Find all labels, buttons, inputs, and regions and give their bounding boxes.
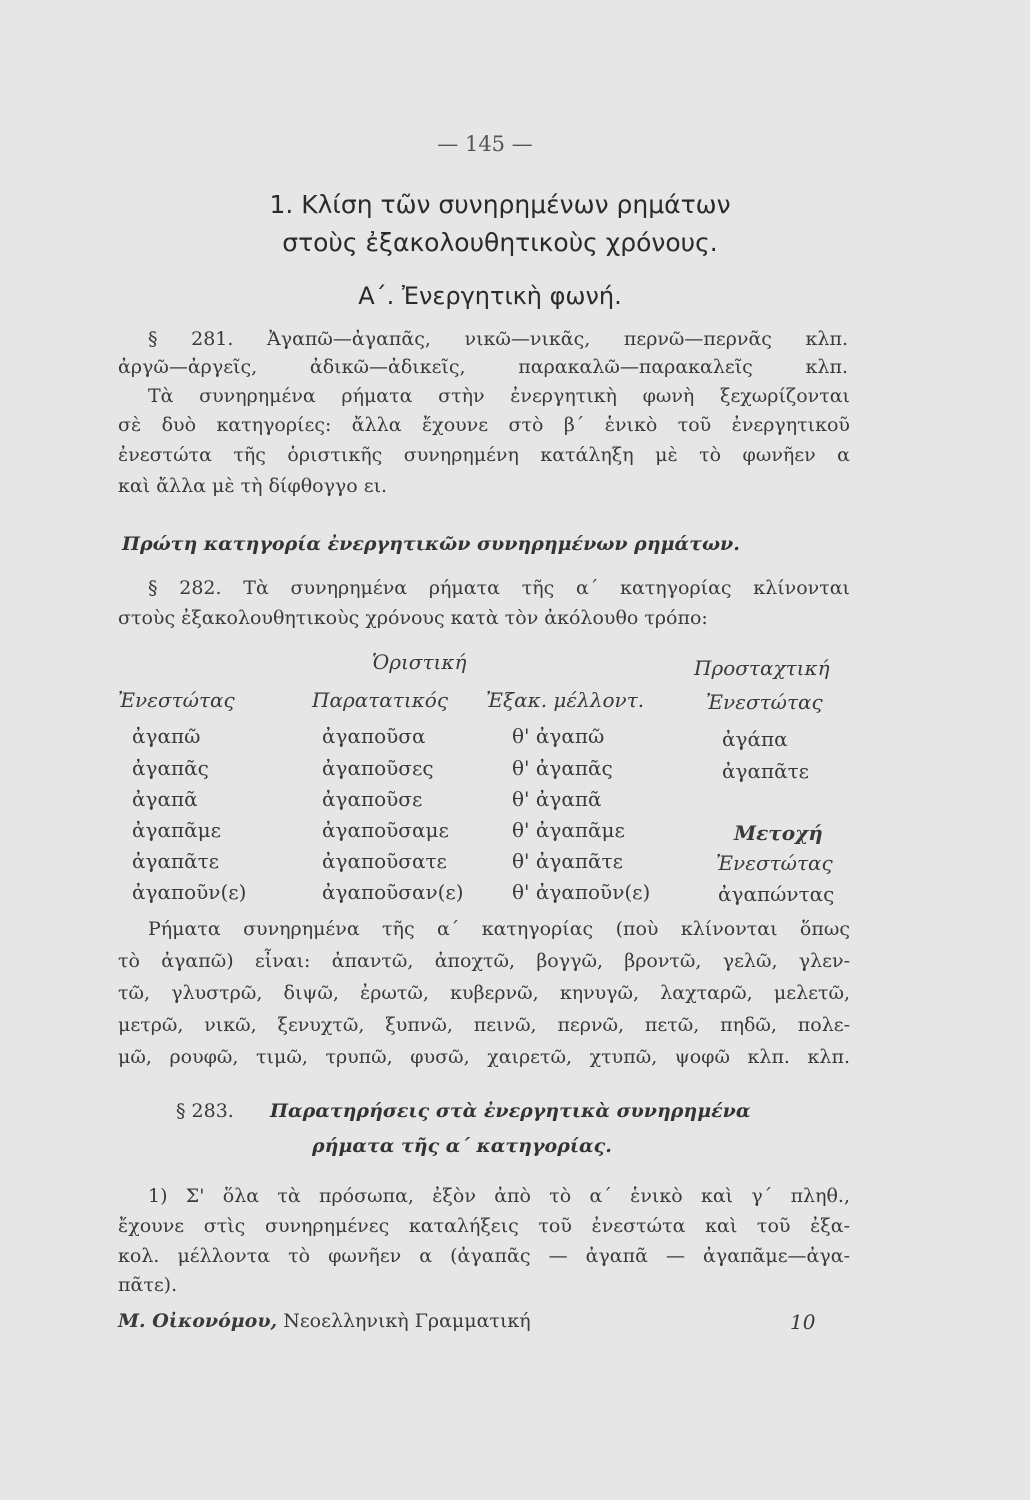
form-cell: θ' ἀγαπᾶς (512, 756, 613, 780)
form-cell: ἀγαποῦσαμε (322, 818, 449, 842)
para281-line: ἀργῶ—ἀργεῖς, ἀδικῶ—ἀδικεῖς, παρακαλῶ—παρακαλεῖς κλπ. (118, 356, 848, 378)
page-number: — 145 — (437, 132, 533, 156)
footer-signature (118, 1310, 531, 1332)
form-cell: ἀγαπᾶ (132, 787, 198, 811)
obs1-line: πᾶτε). (118, 1274, 178, 1296)
group-oristiki: Ὁριστική (372, 650, 467, 674)
form-cell: θ' ἀγαπᾶμε (512, 818, 625, 842)
metochi-header: Ἐνεστώτας (716, 851, 833, 875)
footer-author: Μ. Οἰκονόμου, (118, 1310, 278, 1332)
metochi-value: ἀγαπώντας (718, 882, 835, 906)
form-cell: θ' ἀγαπᾶτε (512, 849, 623, 873)
header-mellontas: Ἐξακ. μέλλοντ. (486, 688, 645, 712)
header-enestotas: Ἐνεστώτας (118, 688, 235, 712)
obs1-line: κολ. μέλλοντα τὸ φωνῆεν α (ἀγαπᾶς — ἀγαπᾶ — ἀγαπᾶμε—ἀγα- (118, 1245, 850, 1267)
obs1-line: ἔχουνε στὶς συνηρημένες καταλήξεις τοῦ ἐνεστώτα καὶ τοῦ ἐξα- (118, 1215, 850, 1237)
para281-line: Τὰ συνηρημένα ρήματα στὴν ἐνεργητικὴ φωνὴ ξεχωρίζονται (148, 385, 850, 407)
form-cell: ἀγαποῦσες (322, 756, 434, 780)
para282-line: § 282. Τὰ συνηρημένα ρήματα τῆς α΄ κατηγορίας κλίνονται (148, 577, 850, 599)
form-cell: ἀγαπᾶμε (132, 818, 221, 842)
section-title: Πρώτη κατηγορία ἐνεργητικῶν συνηρημένων ρημάτων. (122, 533, 740, 555)
form-cell: ἀγαποῦσα (322, 724, 426, 748)
header-enestotas-prostaktiki: Ἐνεστώτας (706, 690, 823, 714)
form-cell: θ' ἀγαπᾶ (512, 787, 602, 811)
form-cell: ἀγάπα (722, 727, 788, 751)
para283-number: § 283. (176, 1100, 234, 1122)
para281-line: ἐνεστώτα τῆς ὁριστικῆς συνηρημένη κατάληξη μὲ τὸ φωνῆεν α (118, 444, 850, 466)
metochi-label: Μετοχή (734, 821, 823, 845)
form-cell: ἀγαποῦν(ε) (132, 880, 247, 904)
form-cell: ἀγαπᾶτε (722, 759, 810, 783)
footer-sheet-number: 10 (790, 1310, 816, 1334)
header-paratatikos: Παρατατικός (312, 688, 449, 712)
form-cell: ἀγαπῶ (132, 724, 201, 748)
form-cell: ἀγαποῦσαν(ε) (322, 880, 464, 904)
form-cell: ἀγαποῦσε (322, 787, 423, 811)
form-cell: θ' ἀγαπῶ (512, 724, 605, 748)
group-prostaktiki: Προσταχτική (694, 656, 830, 680)
obs1-line: 1) Σ' ὅλα τὰ πρόσωπα, ἐξὸν ἀπὸ τὸ α΄ ἑνικὸ καὶ γ΄ πληθ., (148, 1185, 850, 1207)
form-cell: ἀγαποῦσατε (322, 849, 447, 873)
para282-line: στοὺς ἐξακολουθητικοὺς χρόνους κατὰ τὸν ἀκόλουθο τρόπο: (118, 607, 708, 629)
form-cell: ἀγαπᾶς (132, 756, 209, 780)
form-cell: θ' ἀγαποῦν(ε) (512, 880, 651, 904)
para283-title-line1: Παρατηρήσεις στὰ ἐνεργητικὰ συνηρημένα (270, 1100, 751, 1122)
para281-line: § 281. Ἀγαπῶ—ἀγαπᾶς, νικῶ—νικᾶς, περνῶ—περνᾶς κλπ. (148, 328, 848, 350)
verbs-line: μετρῶ, νικῶ, ξενυχτῶ, ξυπνῶ, πεινῶ, περνῶ, πετῶ, πηδῶ, πολε- (118, 1014, 850, 1036)
para281-line: καὶ ἄλλα μὲ τὴ δίφθογγο ει. (118, 475, 388, 497)
para281-line: σὲ δυὸ κατηγορίες: ἄλλα ἔχουνε στὸ β΄ ἑνικὸ τοῦ ἐνεργητικοῦ (118, 414, 850, 436)
verbs-line: τὸ ἀγαπῶ) εἶναι: ἀπαντῶ, ἀποχτῶ, βογγῶ, βροντῶ, γελῶ, γλεν- (118, 950, 850, 972)
chapter-heading-line1: 1. Κλίση τῶν συνηρημένων ρημάτων (269, 190, 731, 219)
footer-book-title: Νεοελληνικὴ Γραμματική (283, 1310, 531, 1332)
chapter-heading-line2: στοὺς ἐξακολουθητικοὺς χρόνους. (282, 228, 718, 257)
verbs-line: Ρήματα συνηρημένα τῆς α΄ κατηγορίας (ποὺ κλίνονται ὅπως (148, 918, 850, 940)
verbs-line: τῶ, γλυστρῶ, διψῶ, ἐρωτῶ, κυβερνῶ, κηνυγῶ, λαχταρῶ, μελετῶ, (118, 982, 850, 1004)
para283-title-line2: ρήματα τῆς α΄ κατηγορίας. (312, 1135, 612, 1157)
voice-subheading: Α΄. Ἐνεργητικὴ φωνή. (358, 282, 622, 310)
verbs-line: μῶ, ρουφῶ, τιμῶ, τρυπῶ, φυσῶ, χαιρετῶ, χτυπῶ, ψοφῶ κλπ. κλπ. (118, 1046, 850, 1068)
form-cell: ἀγαπᾶτε (132, 849, 220, 873)
